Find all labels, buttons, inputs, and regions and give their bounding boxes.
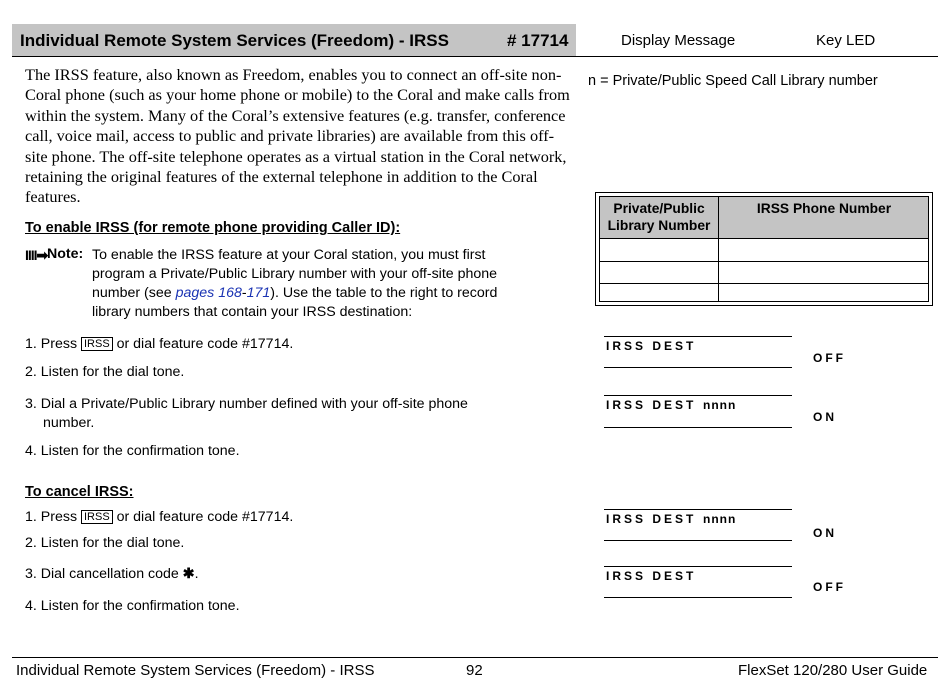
cancel-step-2: 2. Listen for the dial tone. xyxy=(25,535,185,551)
note-line-3 xyxy=(92,284,497,303)
led-status: OFF xyxy=(813,351,846,365)
pages-link-start[interactable]: pages 168 xyxy=(175,285,242,301)
cancel-step-3-pre: 3. Dial cancellation code xyxy=(25,566,183,582)
library-table-inner xyxy=(599,196,929,302)
step-1-post: or dial feature code #17714. xyxy=(112,336,294,352)
step-1-pre: 1. Press xyxy=(25,336,81,352)
key-led-heading: Key LED xyxy=(816,32,876,49)
header-divider xyxy=(12,56,938,57)
note-line-2: program a Private/Public Library number with your off-site phone xyxy=(92,266,498,282)
display-line xyxy=(604,427,792,428)
library-number-header xyxy=(600,200,718,234)
display-line xyxy=(604,566,792,567)
display-value: nnnn xyxy=(703,512,737,526)
note-label: Note: xyxy=(47,246,84,262)
cancel-heading: To cancel IRSS: xyxy=(25,484,134,500)
feature-code: # 17714 xyxy=(507,31,569,50)
display-line xyxy=(604,336,792,337)
footer-divider xyxy=(12,657,938,658)
display-value: nnnn xyxy=(703,398,737,412)
enable-step-3a: 3. Dial a Private/Public Library number defined with your off-site phone xyxy=(25,396,468,412)
asterisk-icon: ✱ xyxy=(182,566,195,582)
note-line-3-post: ). Use the table to the right to record xyxy=(270,285,498,301)
cancel-step-3-post: . xyxy=(194,566,199,582)
enable-step-4: 4. Listen for the confirmation tone. xyxy=(25,443,240,459)
display-line xyxy=(604,597,792,598)
led-status: OFF xyxy=(813,580,846,594)
library-table-header xyxy=(600,197,928,239)
page-number: 92 xyxy=(466,662,483,679)
table-row-divider xyxy=(600,261,928,262)
note-arrow-icon: IIII➡ xyxy=(25,247,48,263)
note-line-4: library numbers that contain your IRSS destination: xyxy=(92,304,413,320)
display-text: IRSS DEST xyxy=(606,569,697,583)
note-dash: - xyxy=(241,285,247,301)
library-number-header-line-2: Library Number xyxy=(607,218,711,233)
note-line-3-pre: number (see xyxy=(92,285,176,301)
cancel-step-1-post: or dial feature code #17714. xyxy=(112,509,294,525)
led-status: ON xyxy=(813,410,837,424)
display-message-heading: Display Message xyxy=(621,32,736,49)
enable-step-3b: number. xyxy=(43,415,95,431)
library-number-header-line-1: Private/Public xyxy=(613,201,705,216)
table-column-divider xyxy=(718,197,719,301)
footer-guide-name: FlexSet 120/280 User Guide xyxy=(738,662,928,679)
display-line xyxy=(604,395,792,396)
note-line-1: To enable the IRSS feature at your Coral station, you must first xyxy=(92,247,486,263)
irss-key: IRSS xyxy=(81,510,113,524)
display-text: IRSS DEST xyxy=(606,339,697,353)
irss-phone-header: IRSS Phone Number xyxy=(756,201,892,216)
page-title: Individual Remote System Services (Freedom) - IRSS xyxy=(20,31,449,50)
display-text: IRSS DEST xyxy=(606,512,697,526)
cancel-step-1-pre: 1. Press xyxy=(25,509,81,525)
intro-paragraph: The IRSS feature, also known as Freedom, enables you to connect an off-site non-Coral phone (such as your home phone or mobile) to the Coral and make calls from within the system. Many of the Coral’s extensive features (e.g. transfer, conference call, voice mail, access to public and private libraries) are available from this off-site phone. The off-site telephone operates as a virtual station in the Coral network, retaining the original features of the external telephone in addition to the Coral features. xyxy=(25,65,570,207)
speed-call-note: n = Private/Public Speed Call Library number xyxy=(588,73,878,89)
display-line xyxy=(604,367,792,368)
enable-heading: To enable IRSS (for remote phone providing Caller ID): xyxy=(25,220,401,236)
cancel-step-4: 4. Listen for the confirmation tone. xyxy=(25,598,240,614)
cancel-step-1 xyxy=(25,508,293,527)
enable-step-1 xyxy=(25,335,293,354)
table-row-divider xyxy=(600,283,928,284)
led-status: ON xyxy=(813,526,837,540)
display-line xyxy=(604,509,792,510)
cancel-step-3 xyxy=(25,565,199,584)
irss-key: IRSS xyxy=(81,337,113,351)
display-line xyxy=(604,540,792,541)
library-table xyxy=(595,192,933,306)
enable-step-2: 2. Listen for the dial tone. xyxy=(25,364,185,380)
pages-link-end[interactable]: 171 xyxy=(246,285,271,301)
footer-title: Individual Remote System Services (Freedom) - IRSS xyxy=(16,662,375,679)
display-text: IRSS DEST xyxy=(606,398,697,412)
